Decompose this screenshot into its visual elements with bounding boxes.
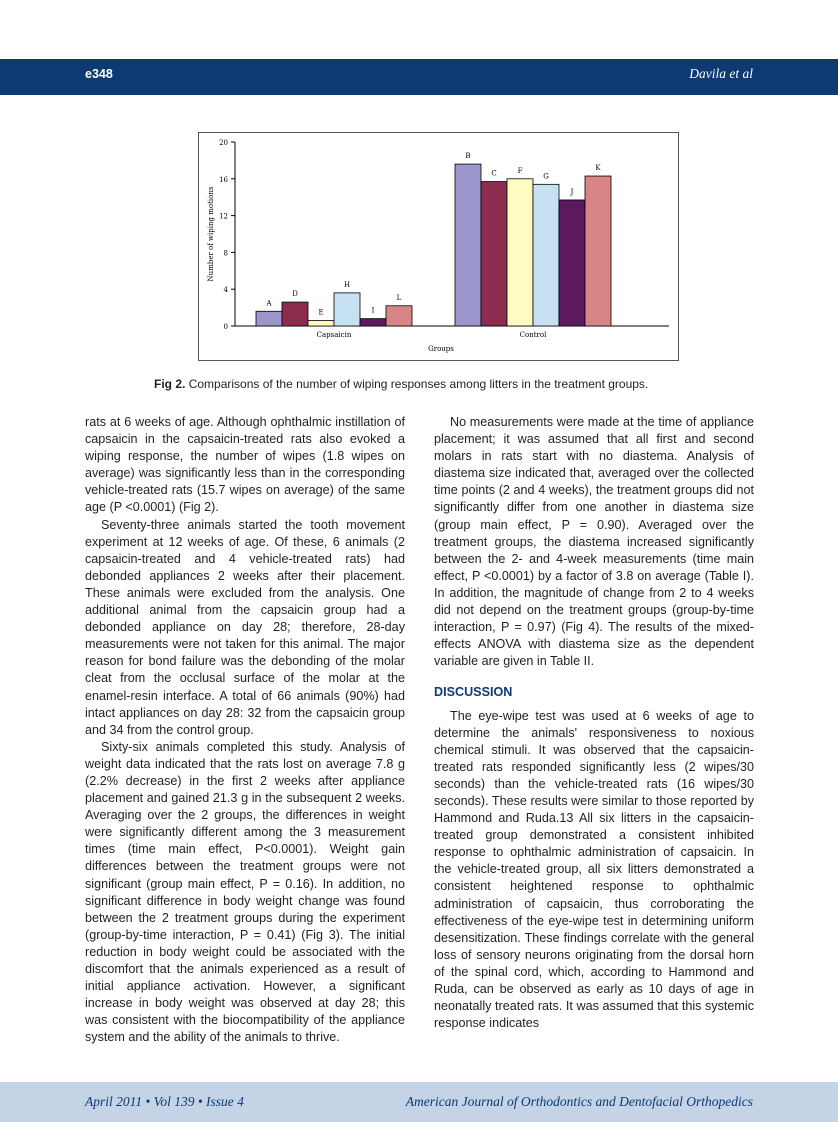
bar-label: D bbox=[292, 290, 298, 299]
bar-D bbox=[282, 302, 308, 326]
bar-chart bbox=[199, 133, 678, 360]
bar-label: K bbox=[595, 164, 601, 173]
x-axis-label: Groups bbox=[428, 345, 454, 353]
running-head: Davila et al bbox=[689, 66, 753, 81]
bar-F bbox=[507, 179, 533, 326]
footer-journal: American Journal of Orthodontics and Dentofacial Orthopedics bbox=[405, 1094, 753, 1109]
y-tick-label: 12 bbox=[219, 212, 228, 221]
bar-label: J bbox=[570, 187, 574, 196]
bar-label: C bbox=[491, 169, 497, 178]
bar-label: H bbox=[343, 280, 351, 289]
bar-B bbox=[455, 164, 481, 326]
left-paragraph-3: Sixty-six animals completed this study. Analysis of weight data indicated that the rats lost on average 7.8 g (2.2% decrease) in the first 2 weeks after appliance placement and gained 21.3 g in the subsequent 2 weeks. Averaging over the 2 groups, the differences in weight were significantly different among the 3 measurement times (time main effect, P<0.0001). Weight gain differences between the treatment groups were not significant (group main effect, P = 0.16). In addition, no significant difference in body weight change was found between the 2 treatment groups during the experiment (group-by-time interaction, P = 0.41) (Fig 3). The initial reduction in body weight could be associated with the discomfort that the animals experienced as a result of initial appliance activation. However, a significant increase in body weight was observed at day 28; this was consistent with the biocompatibility of the appliance system and the ability of the animals to thrive. bbox=[85, 739, 405, 1045]
bar-J bbox=[559, 200, 585, 326]
bar-label: L bbox=[396, 293, 402, 302]
bar-K bbox=[585, 176, 611, 326]
group-label: Control bbox=[519, 331, 547, 339]
y-tick-label: 16 bbox=[219, 175, 228, 184]
figure-label: Fig 2. bbox=[154, 377, 186, 391]
bar-label: F bbox=[517, 166, 523, 175]
bar-H bbox=[334, 293, 360, 326]
bar-I bbox=[360, 319, 386, 326]
bar-L bbox=[386, 306, 412, 326]
right-column bbox=[434, 414, 754, 1032]
footer-issue: April 2011 • Vol 139 • Issue 4 bbox=[85, 1094, 244, 1109]
y-tick-label: 4 bbox=[223, 286, 228, 295]
left-column bbox=[85, 414, 405, 1046]
right-paragraph-2: The eye-wipe test was used at 6 weeks of age to determine the animals' responsiveness to noxious chemical stimuli. It was observed that the capsaicin-treated rats responded significantly less (2 wipes/30 seconds) than the vehicle-treated rats (16 wipes/30 seconds). These results were similar to those reported by Hammond and Ruda.13 All six litters in the capsaicin-treated group demonstrated a consistent inhibited response to ophthalmic administration of capsaicin. In the vehicle-treated group, all six litters demonstrated a consistent heightened response to ophthalmic administration of capsaicin, thus corroborating the effectiveness of the eye-wipe test in determining uniform desensitization. These findings correlate with the general loss of sensory neurons originating from the dorsal horn of the spinal cord, which, according to Hammond and Ruda, can be observed as early as 10 days of age in neonatally treated rats. It was assumed that this systemic response indicates bbox=[434, 708, 754, 1031]
right-paragraph-1: No measurements were made at the time of appliance placement; it was assumed that all first and second molars in rats start with no diastema. Analysis of diastema size indicated that, averaged over the collected time points (2 and 4 weeks), the treatment groups did not significantly differ from one another in diastema size (group main effect, P = 0.90). Averaged over the treatment groups, the diastema increased significantly between the 2- and 4-week measurements (time main effect, P <0.0001) by a factor of 3.8 on average (Table I). In addition, the magnitude of change from 2 to 4 weeks did not depend on the treatment groups (group-by-time interaction, P = 0.97) (Fig 4). The results of the mixed-effects ANOVA with diastema size as the dependent variable are given in Table II. bbox=[434, 415, 754, 669]
figure-caption bbox=[154, 377, 648, 391]
bar-label: B bbox=[465, 152, 471, 161]
figure-caption-text: Comparisons of the number of wiping responses among litters in the treatment groups. bbox=[188, 377, 649, 391]
bar-label: E bbox=[318, 308, 324, 317]
y-tick-label: 20 bbox=[219, 139, 228, 147]
left-paragraph-2: Seventy-three animals started the tooth movement experiment at 12 weeks of age. Of these, 6 animals (2 capsaicin-treated and 4 vehicle-treated rats) had debonded appliances 2 weeks after their placement. These animals were excluded from the analysis. One additional animal from the capsaicin group had a debonded appliance on day 28; therefore, 28-day measurements were not taken for this animal. The major reason for bond failure was the debonding of the molar cleat from the occlusal surface of the molar at the enamel-resin interface. A total of 66 animals (90%) had intact appliances on day 28: 32 from the capsaicin group and 34 from the control group. bbox=[85, 517, 405, 737]
bar-label: I bbox=[371, 306, 375, 315]
figure-frame bbox=[198, 132, 679, 361]
group-label: Capsaicin bbox=[316, 331, 352, 339]
bar-label: A bbox=[266, 299, 272, 308]
discussion-heading: DISCUSSION bbox=[434, 685, 513, 700]
left-paragraph-1: rats at 6 weeks of age. Although ophthalmic instillation of capsaicin in the capsaicin-treated rats also evoked a wiping response, the number of wipes (1.8 wipes on average) was significantly less than in the corresponding vehicle-treated rats (15.7 wipes on average) of the same age (P <0.0001) (Fig 2). bbox=[85, 415, 405, 515]
page-number: e348 bbox=[85, 67, 113, 81]
y-tick-label: 0 bbox=[223, 323, 228, 331]
bar-E bbox=[308, 320, 334, 326]
bar-A bbox=[256, 311, 282, 326]
bar-C bbox=[481, 182, 507, 326]
bar-G bbox=[533, 184, 559, 326]
y-axis-label: Number of wiping motions bbox=[207, 186, 215, 282]
y-tick-label: 8 bbox=[223, 249, 228, 258]
footer-bar bbox=[0, 1082, 838, 1122]
bar-label: G bbox=[543, 172, 549, 181]
header-bar bbox=[0, 59, 838, 95]
